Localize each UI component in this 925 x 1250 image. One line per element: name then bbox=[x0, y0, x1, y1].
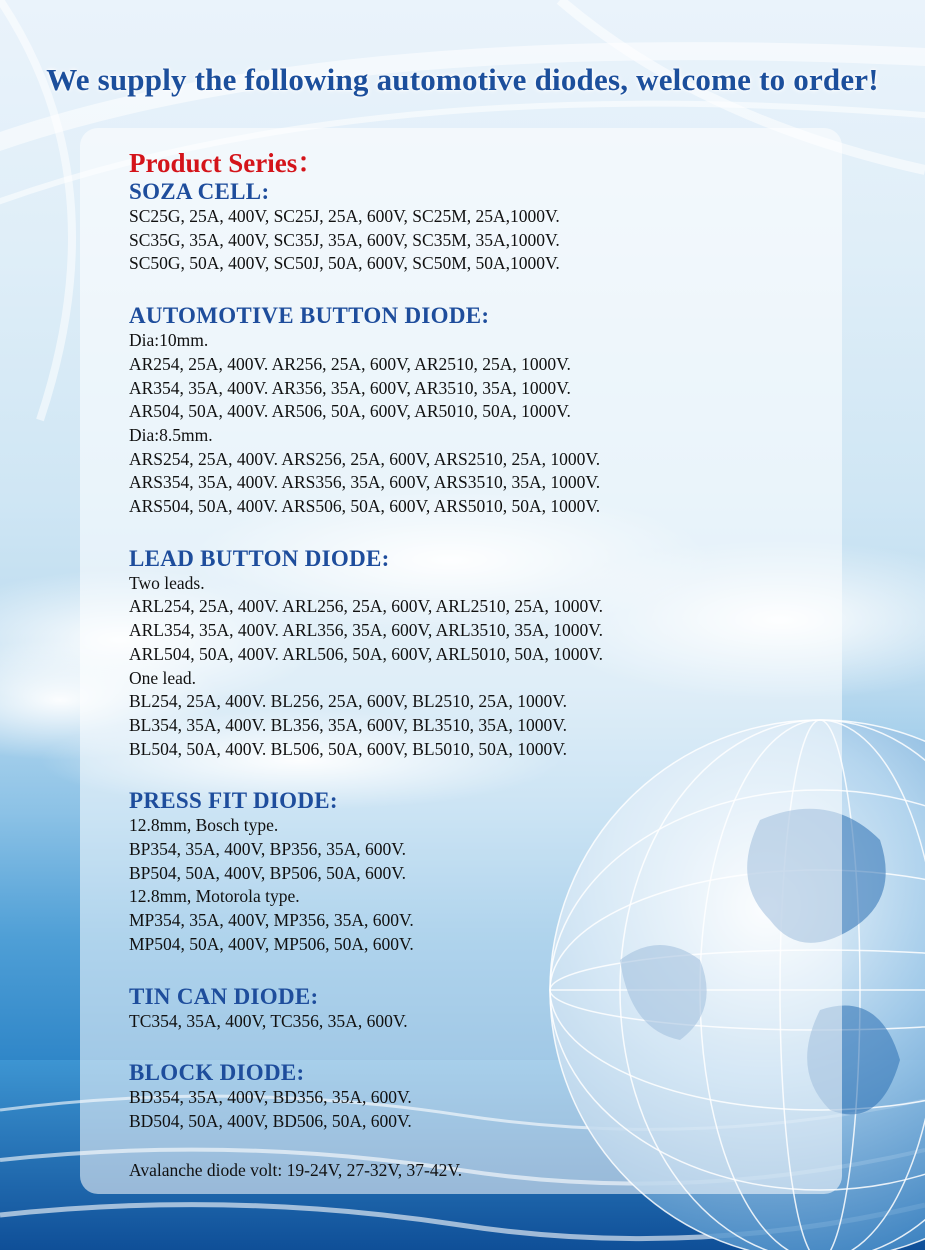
product-line: ARL504, 50A, 400V. ARL506, 50A, 600V, ARL5010, 50A, 1000V. bbox=[129, 643, 604, 664]
section-title: SOZA CELL: bbox=[129, 179, 270, 204]
product-line: SC50G, 50A, 400V, SC50J, 50A, 600V, SC50M, 50A,1000V. bbox=[129, 253, 560, 274]
product-line: ARL354, 35A, 400V. ARL356, 35A, 600V, ARL3510, 35A, 1000V. bbox=[129, 620, 604, 641]
product-line: Dia:10mm. bbox=[129, 330, 209, 351]
product-line: Two leads. bbox=[129, 572, 205, 593]
section-title: LEAD BUTTON DIODE: bbox=[129, 545, 390, 571]
section-title: TIN CAN DIODE: bbox=[129, 983, 319, 1009]
section-title: BLOCK DIODE: bbox=[129, 1060, 305, 1086]
product-line: AR504, 50A, 400V. AR506, 50A, 600V, AR5010, 50A, 1000V. bbox=[129, 401, 571, 422]
product-line: BL254, 25A, 400V. BL256, 25A, 600V, BL2510, 25A, 1000V. bbox=[129, 691, 568, 712]
product-line: SC25G, 25A, 400V, SC25J, 25A, 600V, SC25M, 25A,1000V. bbox=[129, 206, 560, 226]
product-line: BD354, 35A, 400V, BD356, 35A, 600V. bbox=[129, 1087, 412, 1108]
product-line: TC354, 35A, 400V, TC356, 35A, 600V. bbox=[129, 1010, 408, 1031]
product-line: BP354, 35A, 400V, BP356, 35A, 600V. bbox=[129, 839, 406, 860]
product-line: ARS254, 25A, 400V. ARS256, 25A, 600V, ARS2510, 25A, 1000V. bbox=[129, 448, 601, 469]
product-line: MP504, 50A, 400V, MP506, 50A, 600V. bbox=[129, 933, 414, 954]
product-line: AR254, 25A, 400V. AR256, 25A, 600V, AR2510, 25A, 1000V. bbox=[129, 353, 571, 374]
section-lead-button-diode bbox=[129, 545, 829, 762]
product-line: 12.8mm, Motorola type. bbox=[129, 886, 300, 907]
product-line: ARL254, 25A, 400V. ARL256, 25A, 600V, ARL2510, 25A, 1000V. bbox=[129, 596, 604, 617]
product-line: SC35G, 35A, 400V, SC35J, 35A, 600V, SC35M, 35A,1000V. bbox=[129, 229, 560, 250]
section-block-diode bbox=[129, 1059, 829, 1133]
product-line: BP504, 50A, 400V, BP506, 50A, 600V. bbox=[129, 862, 406, 883]
product-line: BL354, 35A, 400V. BL356, 35A, 600V, BL3510, 35A, 1000V. bbox=[129, 714, 568, 735]
product-line: MP354, 35A, 400V, MP356, 35A, 600V. bbox=[129, 910, 414, 931]
section-title: AUTOMOTIVE BUTTON DIODE: bbox=[129, 303, 490, 329]
product-line: AR354, 35A, 400V. AR356, 35A, 600V, AR3510, 35A, 1000V. bbox=[129, 377, 571, 398]
product-line: ARS354, 35A, 400V. ARS356, 35A, 600V, ARS3510, 35A, 1000V. bbox=[129, 472, 601, 493]
product-line: 12.8mm, Bosch type. bbox=[129, 815, 279, 836]
product-line: BD504, 50A, 400V, BD506, 50A, 600V. bbox=[129, 1110, 412, 1131]
section-automotive-button-diode bbox=[129, 302, 829, 519]
section-tin-can-diode bbox=[129, 983, 829, 1034]
page-headline: We supply the following automotive diodes, welcome to order! bbox=[46, 62, 879, 97]
product-line: One lead. bbox=[129, 667, 197, 688]
product-list bbox=[129, 148, 829, 1182]
avalanche-note: Avalanche diode volt: 19-24V, 27-32V, 37-42V. bbox=[129, 1159, 463, 1180]
product-line: Dia:8.5mm. bbox=[129, 424, 213, 445]
product-line: ARS504, 50A, 400V. ARS506, 50A, 600V, ARS5010, 50A, 1000V. bbox=[129, 496, 601, 517]
section-press-fit-diode bbox=[129, 787, 829, 956]
product-series-title: Product Series： bbox=[129, 148, 325, 178]
section-soza-cell bbox=[129, 178, 829, 276]
product-line: BL504, 50A, 400V. BL506, 50A, 600V, BL5010, 50A, 1000V. bbox=[129, 738, 568, 759]
section-title: PRESS FIT DIODE: bbox=[129, 788, 338, 814]
